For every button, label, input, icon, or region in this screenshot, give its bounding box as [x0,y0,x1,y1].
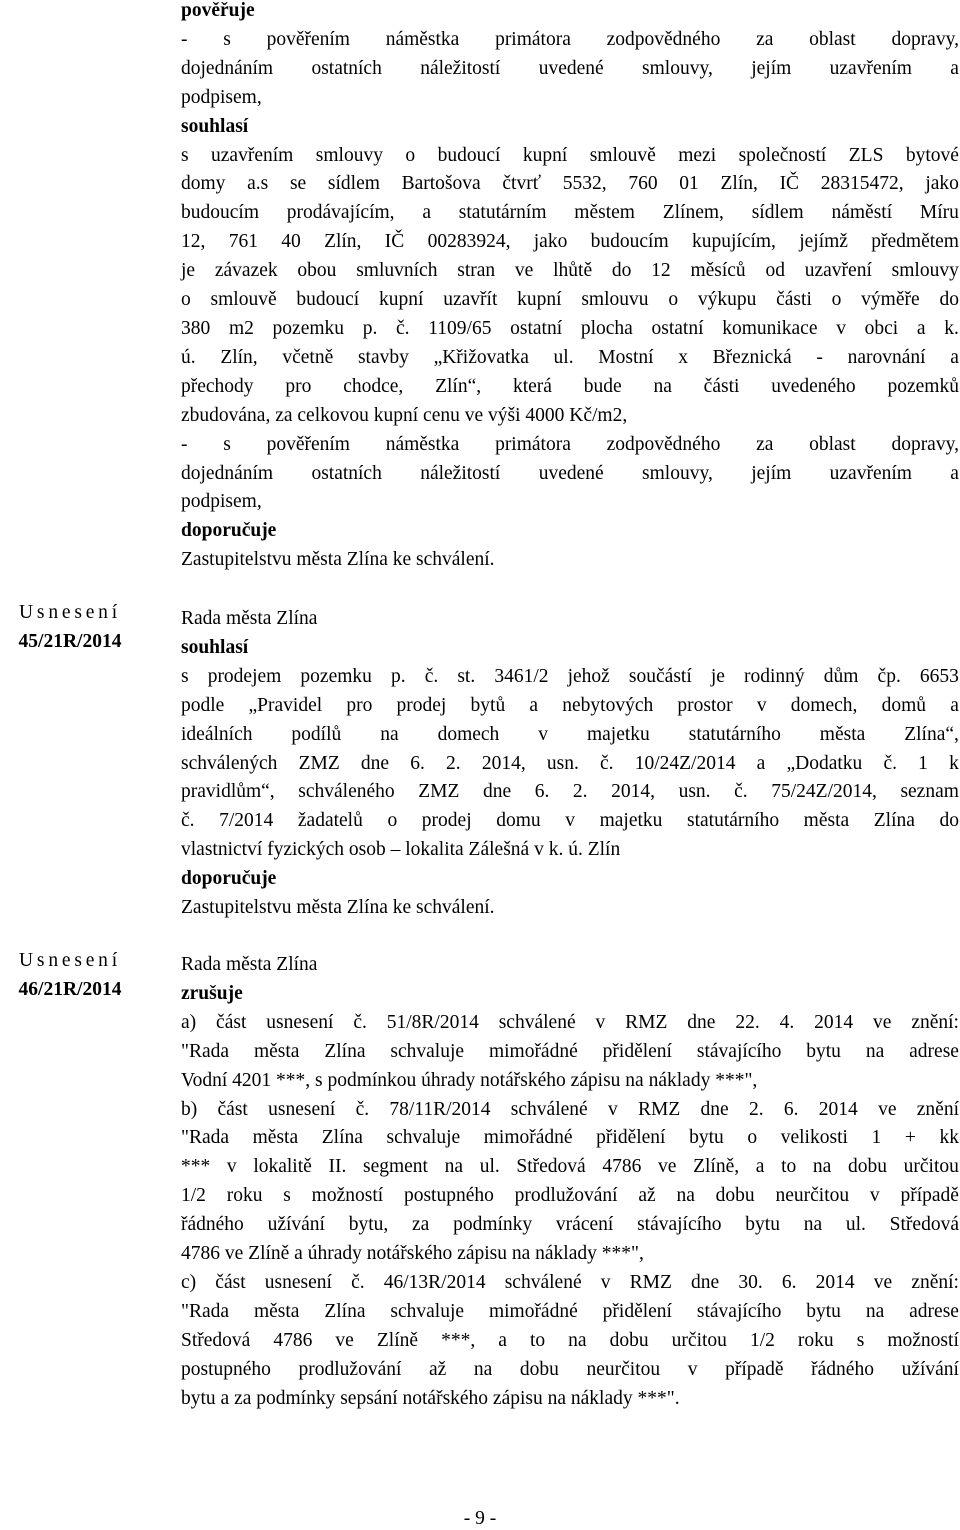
text-line: vlastnictví fyzických osob – lokalita Zálešná v k. ú. Zlín [181,839,621,861]
keyword-line: souhlasí [181,636,249,658]
text-line: Rada města Zlína [181,608,318,629]
text-line: s prodejem pozemku p. č. st. 3461/2 jehož součástí je rodinný dům čp. 6653 [181,665,959,687]
text-line: 1/2 roku s možností postupného prodlužování až na dobu neurčitou v případě [181,1185,959,1207]
text-line: "Rada města Zlína schvaluje mimořádné přidělení stávajícího bytu na adrese [181,1040,959,1062]
text-line: podpisem, [181,86,262,108]
text-line: zbudována, za celkovou kupní cenu ve výši 4000 Kč/m2, [181,404,628,426]
text-line: 4786 ve Zlíně a úhrady notářského zápisu na náklady ***", [181,1243,644,1265]
text-line: ú. Zlín, včetně stavby „Křižovatka ul. Mostní x Březnická - narovnání a [181,346,959,368]
text-line: je závazek obou smluvních stran ve lhůtě do 12 měsíců od uzavření smlouvy [181,260,959,282]
keyword-line: souhlasí [181,115,249,137]
text-line: Vodní 4201 ***, s podmínkou úhrady notářského zápisu na náklady ***", [181,1069,758,1091]
text-line: pravidlům“, schváleného ZMZ dne 6. 2. 2014, usn. č. 75/24Z/2014, seznam [181,781,959,803]
text-line: podpisem, [181,491,262,513]
text-line: "Rada města Zlína schvaluje mimořádné přidělení stávajícího bytu na adrese [181,1300,959,1322]
text-line: dojednáním ostatních náležitostí uvedené smlouvy, jejím uzavřením a [181,57,959,79]
text-line: ideálních podílů na domech v majetku statutárního města Zlína“, [181,723,959,745]
text-line: *** v lokalitě II. segment na ul. Středová 4786 ve Zlíně, a to na dobu určitou [181,1156,959,1178]
page-number: - 9 - [463,1508,497,1529]
text-line: budoucím prodávajícím, a statutárním městem Zlínem, sídlem náměstí Míru [181,202,959,224]
text-line: bytu a za podmínky sepsání notářského zápisu na náklady ***". [181,1387,680,1409]
text-line: schválených ZMZ dne 6. 2. 2014, usn. č. 10/24Z/2014 a „Dodatku č. 1 k [181,752,959,774]
text-line: - s pověřením náměstka primátora zodpovědného za oblast dopravy, [181,433,959,455]
resolution-number: 46/21R/2014 [18,978,122,1000]
text-line: dojednáním ostatních náležitostí uvedené smlouvy, jejím uzavřením a [181,462,959,484]
keyword-line: doporučuje [181,868,277,890]
text-line: o smlouvě budoucí kupní uzavřít kupní smlouvu o výkupu části o výměře do [181,289,959,311]
text-line: a) část usnesení č. 51/8R/2014 schválené v RMZ dne 22. 4. 2014 ve znění: [181,1011,959,1033]
resolution-45-text [181,605,959,923]
keyword-line: zrušuje [181,982,243,1004]
keyword-line: doporučuje [181,520,277,542]
text-line: Rada města Zlína [181,954,318,975]
resolution-46-text [181,951,959,1414]
text-line: domy a.s se sídlem Bartošova čtvrť 5532, 760 01 Zlín, IČ 28315472, jako [181,173,959,195]
text-line: č. 7/2014 žadatelů o prodej domu v majetku statutárního města Zlína do [181,810,959,832]
text-line: 12, 761 40 Zlín, IČ 00283924, jako budoucím kupujícím, jejímž předmětem [181,231,959,253]
continued-resolution-text [181,0,959,575]
text-line: postupného prodlužování až na dobu neurčitou v případě řádného užívání [181,1358,959,1380]
resolution-number: 45/21R/2014 [18,630,122,652]
text-line: "Rada města Zlína schvaluje mimořádné přidělení bytu o velikosti 1 + kk [181,1127,959,1149]
text-line: přechody pro chodce, Zlín“, která bude na části uvedeného pozemků [181,375,959,397]
text-line: Středová 4786 ve Zlíně ***, a to na dobu určitou 1/2 roku s možností [181,1329,959,1351]
resolution-46-heading [0,947,140,1005]
resolution-label: Usnesení [19,602,121,623]
text-line: podle „Pravidel pro prodej bytů a nebytových prostor v domech, domů a [181,694,959,716]
text-line: s uzavřením smlouvy o budoucí kupní smlouvě mezi společností ZLS bytové [181,144,959,166]
text-line: Zastupitelstvu města Zlína ke schválení. [181,549,495,571]
keyword-line: pověřuje [181,0,255,21]
text-line: - s pověřením náměstka primátora zodpovědného za oblast dopravy, [181,28,959,50]
text-line: Zastupitelstvu města Zlína ke schválení. [181,897,495,919]
text-line: b) část usnesení č. 78/11R/2014 schválené v RMZ dne 2. 6. 2014 ve znění [181,1098,959,1120]
resolution-label: Usnesení [19,950,121,971]
text-line: řádného užívání bytu, za podmínky vrácení stávajícího bytu na ul. Středová [181,1214,959,1236]
resolution-45-heading [0,599,140,657]
text-line: 380 m2 pozemku p. č. 1109/65 ostatní plocha ostatní komunikace v obci a k. [181,317,959,339]
text-line: c) část usnesení č. 46/13R/2014 schválené v RMZ dne 30. 6. 2014 ve znění: [181,1271,959,1293]
